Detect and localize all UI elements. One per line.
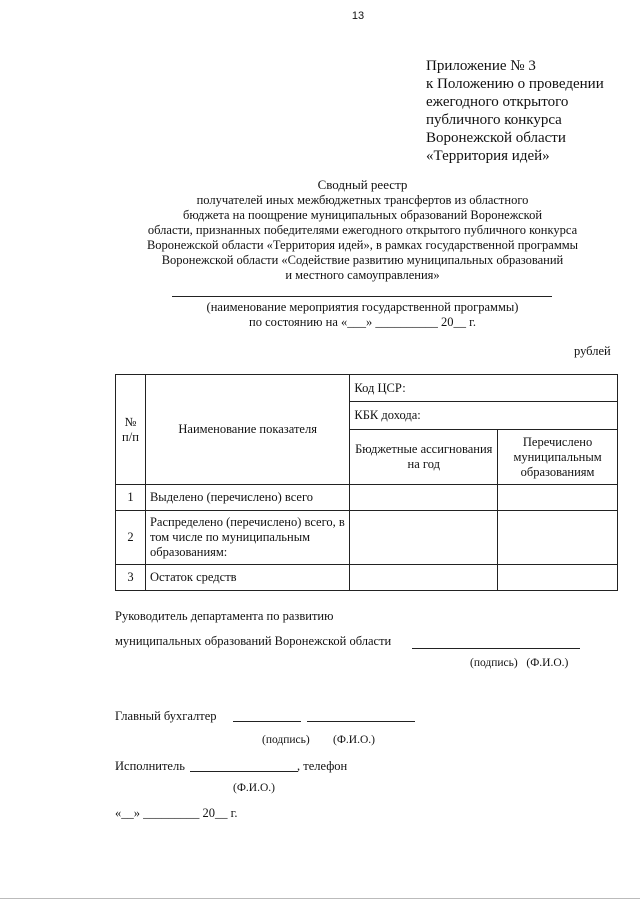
code-csr: Код ЦСР: (350, 375, 618, 402)
title-line: Воронежской области «Содействие развитию муниципальных образований (161, 253, 564, 267)
row-name: Выделено (перечислено) всего (145, 485, 349, 511)
executor-name-line (190, 771, 298, 772)
row-transferred (498, 485, 618, 511)
summary-table (115, 374, 618, 591)
appendix-line: к Положению о проведении (426, 76, 604, 92)
title-line: области, признанных победителями ежегодного открытого публичного конкурса (147, 223, 578, 237)
header-transferred: Перечислено муниципальным образованиям (498, 430, 618, 485)
title-heading: Сводный реестр (317, 177, 408, 192)
row-num: 2 (116, 511, 146, 565)
signature-date: «__» _________ 20__ г. (115, 806, 238, 820)
header-budget: Бюджетные ассигнования на год (350, 430, 498, 485)
head-signature-caption: (подпись) (Ф.И.О.) (470, 657, 569, 669)
currency-label: рублей (574, 344, 611, 358)
row-name: Распределено (перечислено) всего, в том числе по муниципальным образованиям: (145, 511, 349, 565)
accountant-name-line (307, 721, 415, 722)
executor-label: Исполнитель (115, 759, 185, 773)
accountant-sign-line (233, 721, 301, 722)
head-signature-line (412, 648, 580, 649)
row-transferred (498, 511, 618, 565)
document-title (90, 177, 635, 283)
row-budget (350, 565, 498, 591)
activity-caption: (наименование мероприятия государственной программы) (206, 300, 519, 314)
accountant-caption-sign: (подпись) (262, 734, 310, 746)
accountant-label: Главный бухгалтер (115, 709, 217, 723)
as-of-date: по состоянию на «___» __________ 20__ г. (249, 315, 476, 329)
kbk-income: КБК дохода: (350, 402, 618, 430)
page-bottom-edge (0, 898, 640, 899)
row-transferred (498, 565, 618, 591)
appendix-line: публичного конкурса (426, 112, 562, 128)
appendix-line: «Территория идей» (426, 148, 550, 164)
executor-phone-label: , телефон (297, 759, 348, 773)
accountant-caption-name: (Ф.И.О.) (333, 734, 375, 746)
row-num: 1 (116, 485, 146, 511)
row-budget (350, 511, 498, 565)
appendix-line: Приложение № 3 (426, 58, 536, 74)
row-name: Остаток средств (145, 565, 349, 591)
title-line: Воронежской области «Территория идей», в рамках государственной программы (146, 238, 579, 252)
page-number: 13 (351, 10, 365, 22)
title-line: и местного самоуправления» (285, 268, 440, 282)
appendix-line: Воронежской области (426, 130, 566, 146)
header-num: № п/п (116, 375, 146, 485)
title-line: получателей иных межбюджетных трансфертов из областного (196, 193, 529, 207)
table-row (116, 511, 618, 565)
activity-name-line (172, 296, 552, 297)
appendix-header (426, 57, 604, 165)
table-row (116, 565, 618, 591)
head-title-line1: Руководитель департамента по развитию (115, 609, 334, 623)
table-row (116, 485, 618, 511)
appendix-line: ежегодного открытого (426, 94, 569, 110)
title-line: бюджета на поощрение муниципальных образований Воронежской (182, 208, 543, 222)
header-name: Наименование показателя (145, 375, 349, 485)
head-title-line2: муниципальных образований Воронежской области (115, 634, 392, 648)
executor-caption: (Ф.И.О.) (233, 782, 275, 794)
row-num: 3 (116, 565, 146, 591)
row-budget (350, 485, 498, 511)
